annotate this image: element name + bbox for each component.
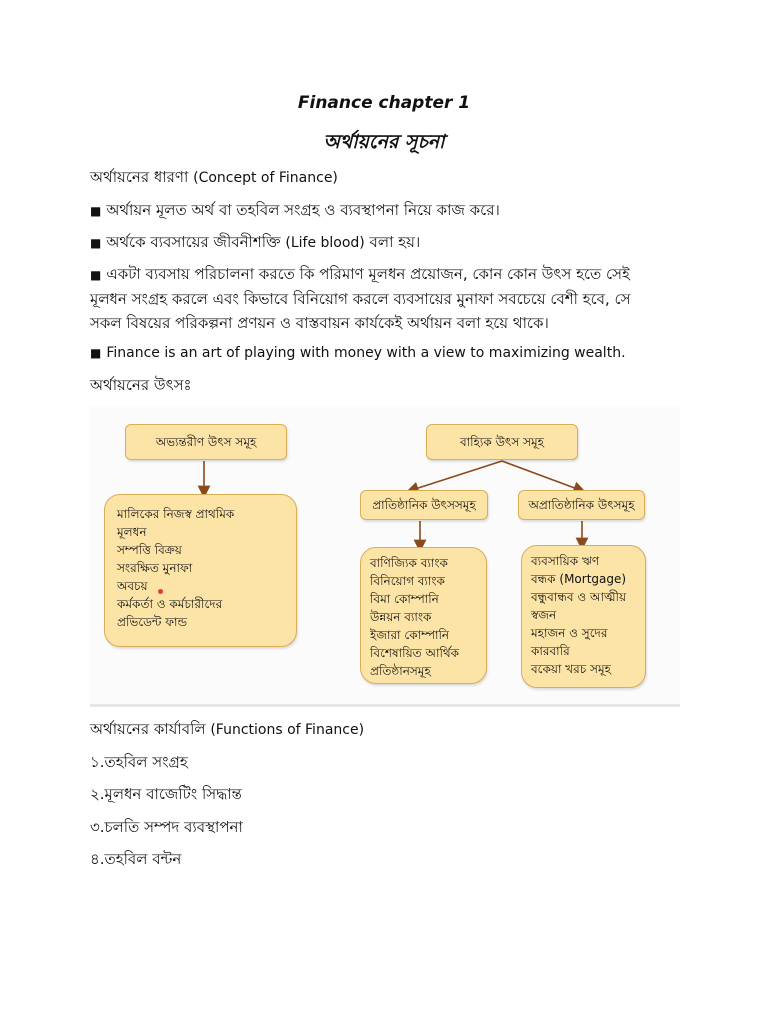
internal-sources-list: [104, 494, 297, 647]
list-item: প্রতিষ্ঠানসমূহ: [370, 664, 431, 678]
arrow-non-institutional: [502, 461, 580, 490]
list-item: প্রভিডেন্ট ফান্ড: [117, 615, 188, 629]
concept-point-2: [90, 230, 690, 255]
list-item: মূলধন: [117, 525, 147, 539]
internal-sources-node: অভ্যন্তরীণ উৎস সমূহ: [125, 424, 287, 460]
document-subtitle: অর্থায়নের সূচনা: [323, 131, 445, 153]
red-marker-icon: [158, 589, 163, 594]
list-item: বন্ধক (Mortgage): [531, 572, 627, 586]
institutional-sources-list: [360, 547, 487, 684]
list-item: বন্ধুবান্ধব ও আত্মীয়: [531, 590, 627, 604]
sources-diagram: [90, 406, 680, 706]
list-item: মহাজন ও সুদের: [531, 626, 608, 640]
list-item: বিনিয়োগ ব্যাংক: [370, 574, 445, 588]
functions-heading: [90, 717, 690, 742]
arrow-institutional: [412, 461, 502, 490]
concept-point-2-text-en: (Life blood): [285, 235, 365, 251]
concept-point-3-line-3: সকল বিষয়ের পরিকল্পনা প্রণয়ন ও বাস্তবায়ন কার্যকেই অর্থায়ন বলা হয়ে থাকে।: [90, 314, 549, 332]
list-item: উন্নয়ন ব্যাংক: [370, 610, 432, 624]
concept-point-3: [90, 262, 690, 335]
list-item: অবচয়: [117, 579, 148, 593]
institutional-sources-node: প্রাতিষ্ঠানিক উৎসসমূহ: [360, 490, 488, 520]
concept-point-4-text: Finance is an art of playing with money with a view to maximizing wealth.: [106, 345, 626, 361]
bullet-icon: ■: [90, 268, 102, 282]
concept-point-3-line-1: একটা ব্যবসায় পরিচালনা করতে কি পরিমাণ মূলধন প্রয়োজন, কোন কোন উৎস হতে সেই: [106, 265, 630, 283]
list-item: বিশেষায়িত আর্থিক: [370, 646, 460, 660]
non-institutional-sources-node: অপ্রাতিষ্ঠানিক উৎসমূহ: [518, 490, 645, 520]
list-item: কর্মকর্তা ও কর্মচারীদের: [117, 597, 223, 611]
list-item: বকেয়া খরচ সমূহ: [531, 662, 611, 676]
functions-item: ১.তহবিল সংগ্রহ: [90, 753, 188, 771]
concept-point-1: [90, 198, 690, 223]
concept-point-3-line-2: মূলধন সংগ্রহ করলে এবং কিভাবে বিনিয়োগ করলে ব্যবসায়ের মুনাফা সবচেয়ে বেশী হবে, সে: [90, 290, 631, 308]
list-item: কারবারি: [531, 644, 570, 658]
bullet-icon: ■: [90, 346, 102, 360]
functions-item: ৪.তহবিল বন্টন: [90, 850, 182, 868]
concept-point-4: [90, 340, 690, 365]
bullet-icon: ■: [90, 236, 102, 250]
concept-point-2-text-b: বলা হয়।: [369, 233, 421, 251]
list-item: বিমা কোম্পানি: [370, 592, 439, 606]
list-item: বাণিজ্যিক ব্যাংক: [370, 556, 448, 570]
concept-heading: [90, 165, 690, 190]
list-item: স্বজন: [531, 608, 557, 622]
list-item: সম্পত্তি বিক্রয়: [117, 543, 182, 557]
bullet-icon: ■: [90, 204, 102, 218]
list-item: ব্যবসায়িক ঋণ: [531, 554, 600, 568]
concept-heading-en: (Concept of Finance): [193, 170, 338, 186]
concept-heading-bn: অর্থায়নের ধারণা: [90, 168, 189, 186]
sources-heading: অর্থায়নের উৎসঃ: [90, 376, 192, 394]
diagram-divider: [90, 704, 680, 707]
external-sources-node: বাহ্যিক উৎস সমূহ: [426, 424, 578, 460]
functions-heading-bn: অর্থায়নের কার্যাবলি: [90, 720, 206, 738]
document-title: Finance chapter 1: [297, 93, 471, 113]
concept-point-2-text-a: অর্থকে ব্যবসায়ের জীবনীশক্তি: [106, 233, 281, 251]
functions-heading-en: (Functions of Finance): [210, 722, 365, 738]
functions-item: ৩.চলতি সম্পদ ব্যবস্থাপনা: [90, 818, 243, 836]
list-item: ইজারা কোম্পানি: [370, 628, 450, 642]
list-item: সংরক্ষিত মুনাফা: [117, 561, 193, 575]
concept-point-1-text: অর্থায়ন মূলত অর্থ বা তহবিল সংগ্রহ ও ব্যবস্থাপনা নিয়ে কাজ করে।: [106, 201, 500, 219]
non-institutional-sources-list: [521, 545, 646, 688]
list-item: মালিকের নিজস্ব প্রাথমিক: [117, 507, 235, 521]
functions-item: ২.মূলধন বাজেটিং সিদ্ধান্ত: [90, 785, 242, 803]
